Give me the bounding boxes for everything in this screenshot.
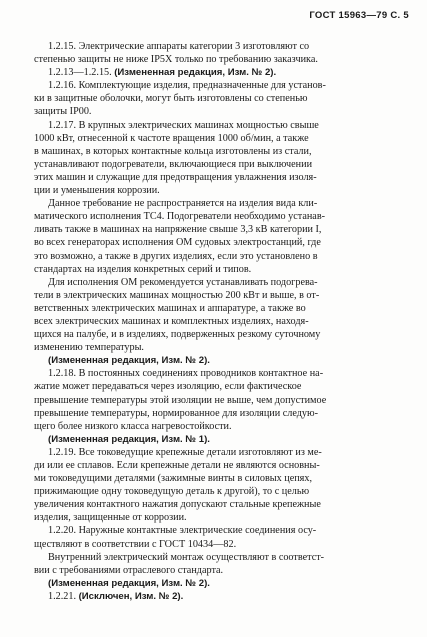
text-line: всех электрических машинах и комплектных изделиях, находя-	[34, 315, 309, 327]
text-line: 1.2.19. Все токоведущие крепежные детали изготовляют из ме-	[48, 446, 322, 458]
text-line: изменению температуры.	[34, 342, 144, 354]
text-line: устанавливают подогреватели, включающиеся при выключении	[34, 158, 313, 170]
text-line: степенью защиты не ниже IP5X только по требованию заказчика.	[34, 54, 318, 66]
text-line: 1.2.16. Комплектующие изделия, предназначенные для установ-	[48, 80, 326, 92]
text-line: 1000 кВт, отнесенной к частоте вращения 1000 об/мин, а также	[34, 132, 309, 144]
text-line: 1.2.15. Электрические аппараты категории 3 изготовляют со	[48, 41, 310, 52]
text-line: этих машин и служащие для предотвращения увлажнения изоля-	[34, 171, 317, 183]
text-line: вии с требованиями отраслевого стандарта.	[34, 564, 224, 576]
text-line: 1.2.13—1.2.15. (Измененная редакция, Изм. № 2).	[48, 67, 277, 79]
text-line: увеличения контактного нажатия допускают стальные крепежные	[34, 499, 321, 511]
text-line: стандартах на изделия конкретных серий и типов.	[34, 263, 252, 275]
text-line: ки в защитные оболочки, могут быть изготовлены со степенью	[34, 93, 308, 105]
text-line: превышение температуры этой изоляции не выше, чем допустимое	[34, 394, 327, 406]
text-line: (Измененная редакция, Изм. № 2).	[48, 577, 210, 589]
text-line: (Измененная редакция, Изм. № 1).	[48, 433, 210, 445]
text-line: 1.2.18. В постоянных соединениях проводников контактное на-	[48, 368, 324, 380]
text-line: жатие может передаваться через изоляцию, если фактическое	[34, 381, 302, 393]
text-line: это возможно, а также в других изделиях, если это установлено в	[34, 250, 318, 262]
running-header: ГОСТ 15963—79 С. 5	[309, 10, 409, 21]
text-line: (Измененная редакция, Изм. № 2).	[48, 355, 210, 367]
text-line: прижимающие одну токоведущую деталь к другой), то с целью	[34, 486, 310, 498]
text-line: Для исполнения ОМ рекомендуется устанавливать подогрева-	[48, 276, 318, 288]
text-line: защиты IP00.	[34, 106, 92, 118]
text-line: ветственных электрических машинах и аппаратуре, а также во	[34, 302, 306, 314]
document-body	[34, 40, 409, 603]
text-line: щихся на палубе, и в изделиях, подверженных резкому суточному	[34, 329, 321, 341]
text-line: ди или ее сплавов. Если крепежные детали не являются основны-	[34, 460, 320, 471]
text-line: 1.2.20. Наружные контактные электрические соединения осу-	[48, 525, 317, 537]
text-line: тели в электрических машинах мощностью 200 кВт и выше, в от-	[34, 289, 320, 301]
text-line: ществляют в соответствии с ГОСТ 10434—82.	[34, 538, 237, 550]
text-line: Данное требование не распространяется на изделия вида кли-	[48, 198, 318, 210]
text-line: 1.2.17. В крупных электрических машинах мощностью свыше	[48, 119, 319, 131]
text-line: изделия, защищенные от коррозии.	[34, 512, 187, 524]
text-line: щего более низкого класса нагревостойкости.	[34, 420, 232, 432]
text-line: во всех генераторах исполнения ОМ судовых электростанций, где	[34, 237, 321, 249]
text-line: матического исполнения ТС4. Подогреватели необходимо устанав-	[34, 211, 326, 223]
text-line: ливать также в машинах на напряжение свыше 3,3 кВ категории I,	[34, 224, 322, 236]
text-line: Внутренний электрический монтаж осуществляют в соответст-	[48, 551, 325, 563]
text-line: ции и уменьшения коррозии.	[34, 185, 160, 197]
text-line: в машинах, в которых контактные кольца изготовлены из стали,	[34, 145, 312, 157]
text-line: 1.2.21. (Исключен, Изм. № 2).	[48, 590, 184, 602]
text-line: превышение температуры, нормированное для изоляции следую-	[34, 407, 319, 419]
text-line: ми токоведущими деталями (зажимные винты в силовых цепях,	[34, 473, 313, 485]
